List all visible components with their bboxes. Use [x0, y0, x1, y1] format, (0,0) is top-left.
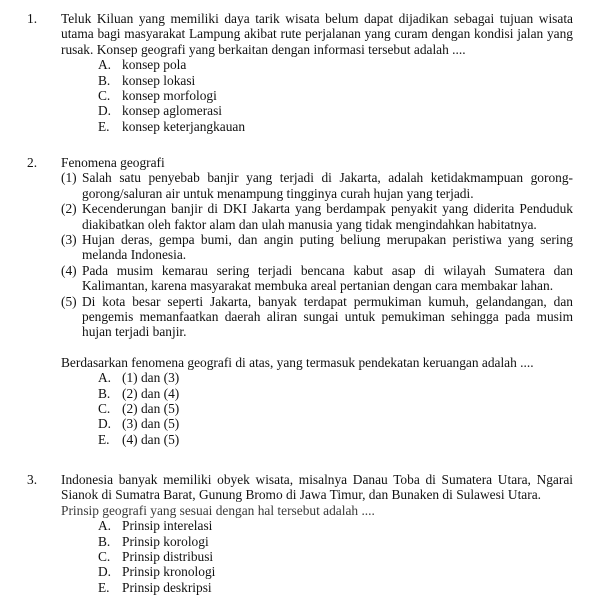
option-letter: C.	[98, 88, 111, 103]
option-text: konsep aglomerasi	[122, 103, 223, 119]
question-number: 3.	[27, 472, 38, 487]
item-number: (1)	[61, 170, 77, 186]
question-stem	[61, 472, 573, 518]
option-b[interactable]	[61, 386, 573, 401]
option-text: Prinsip korologi	[122, 533, 209, 549]
option-d[interactable]	[61, 103, 573, 118]
option-d[interactable]	[61, 564, 573, 579]
option-text: konsep lokasi	[122, 72, 196, 88]
option-letter: C.	[98, 549, 111, 564]
option-text: Prinsip kronologi	[122, 564, 216, 580]
option-letter: A.	[98, 57, 112, 73]
option-d[interactable]	[61, 416, 573, 431]
question-stem-part-2: Prinsip geografi yang sesuai dengan hal tersebut adalah ....	[61, 502, 375, 518]
option-text: (3) dan (5)	[122, 416, 180, 432]
item-text: Salah satu penyebab banjir yang terjadi di Jakarta, adalah ketidakmampuan gorong-gorong/saluran air untuk menampung tingginya curah hujan yang terjadi.	[82, 170, 573, 201]
option-letter: B.	[98, 533, 111, 549]
option-letter: D.	[98, 103, 112, 119]
option-c[interactable]	[61, 549, 573, 564]
phenomenon-item	[61, 294, 573, 340]
option-e[interactable]	[61, 119, 573, 134]
option-text: (2) dan (4)	[122, 385, 180, 401]
item-text: Di kota besar seperti Jakarta, banyak terdapat permukiman kumuh, gelandangan, dan pengemis memanfaatkan daerah aliran sungai untuk pemukiman sehingga pada musim hujan terjadi banjir.	[82, 293, 573, 340]
option-b[interactable]	[61, 534, 573, 549]
item-number: (4)	[61, 262, 77, 278]
item-text: Kecenderungan banjir di DKI Jakarta yang berdampak penyakit yang diderita Penduduk diakibatkan oleh faktor alam dan ulah manusia yang tidak mengindahkan habitatnya.	[82, 201, 573, 232]
option-letter: C.	[98, 401, 111, 417]
option-c[interactable]	[61, 88, 573, 103]
phenomenon-item	[61, 170, 573, 201]
option-letter: D.	[98, 564, 112, 580]
option-e[interactable]	[61, 580, 573, 595]
item-text: Pada musim kemarau sering terjadi bencana kabut asap di wilayah Sumatera dan Kalimantan, karena masyarakat membuka areal pertanian dengan cara membakar lahan.	[82, 262, 573, 294]
option-text: (1) dan (3)	[122, 370, 180, 386]
phenomenon-item	[61, 232, 573, 263]
option-text: Prinsip interelasi	[122, 518, 213, 534]
option-a[interactable]	[61, 370, 573, 385]
phenomenon-item	[61, 263, 573, 294]
question-stem: Teluk Kiluan yang memiliki daya tarik wisata belum dapat dijadikan sebagai tujuan wisata utama bagi masyarakat Lampung akibat rute perjalanan yang curam dengan kondisi jalan yang rusak. Konsep geografi yang berkaitan dengan informasi tersebut adalah ....	[61, 11, 573, 57]
question-prompt: Berdasarkan fenomena geografi di atas, yang termasuk pendekatan keruangan adalah ....	[61, 354, 534, 370]
answer-options	[61, 57, 573, 134]
item-number: (3)	[61, 232, 77, 248]
option-text: konsep pola	[122, 57, 187, 73]
option-a[interactable]	[61, 57, 573, 72]
question-heading: Fenomena geografi	[61, 155, 165, 170]
option-text: (2) dan (5)	[122, 401, 180, 417]
option-text: konsep keterjangkauan	[122, 118, 246, 134]
answer-options	[61, 370, 573, 447]
option-text: Prinsip distribusi	[122, 549, 214, 564]
item-number: (5)	[61, 293, 77, 309]
option-letter: A.	[98, 370, 112, 386]
question-stem-part-1: Indonesia banyak memiliki obyek wisata, misalnya Danau Toba di Sumatera Utara, Ngarai Sianok di Sumatra Barat, Gunung Bromo di Jawa Timur, dan Bunaken di Sulawesi Utara.	[61, 472, 573, 503]
question-number: 2.	[27, 155, 38, 170]
option-text: konsep morfologi	[122, 88, 217, 103]
option-c[interactable]	[61, 401, 573, 416]
option-a[interactable]	[61, 518, 573, 533]
answer-options	[61, 518, 573, 595]
option-e[interactable]	[61, 432, 573, 447]
option-letter: E.	[98, 579, 110, 595]
option-letter: E.	[98, 118, 110, 134]
option-letter: E.	[98, 431, 110, 447]
option-text: Prinsip deskripsi	[122, 579, 212, 595]
option-text: (4) dan (5)	[122, 431, 180, 447]
option-letter: A.	[98, 518, 112, 534]
option-b[interactable]	[61, 73, 573, 88]
option-letter: B.	[98, 385, 111, 401]
phenomenon-item	[61, 201, 573, 232]
option-letter: D.	[98, 416, 112, 432]
option-letter: B.	[98, 72, 111, 88]
item-number: (2)	[61, 201, 77, 217]
item-text: Hujan deras, gempa bumi, dan angin puting beliung merupakan peristiwa yang sering melanda Indonesia.	[82, 232, 573, 263]
question-number: 1.	[27, 11, 38, 26]
